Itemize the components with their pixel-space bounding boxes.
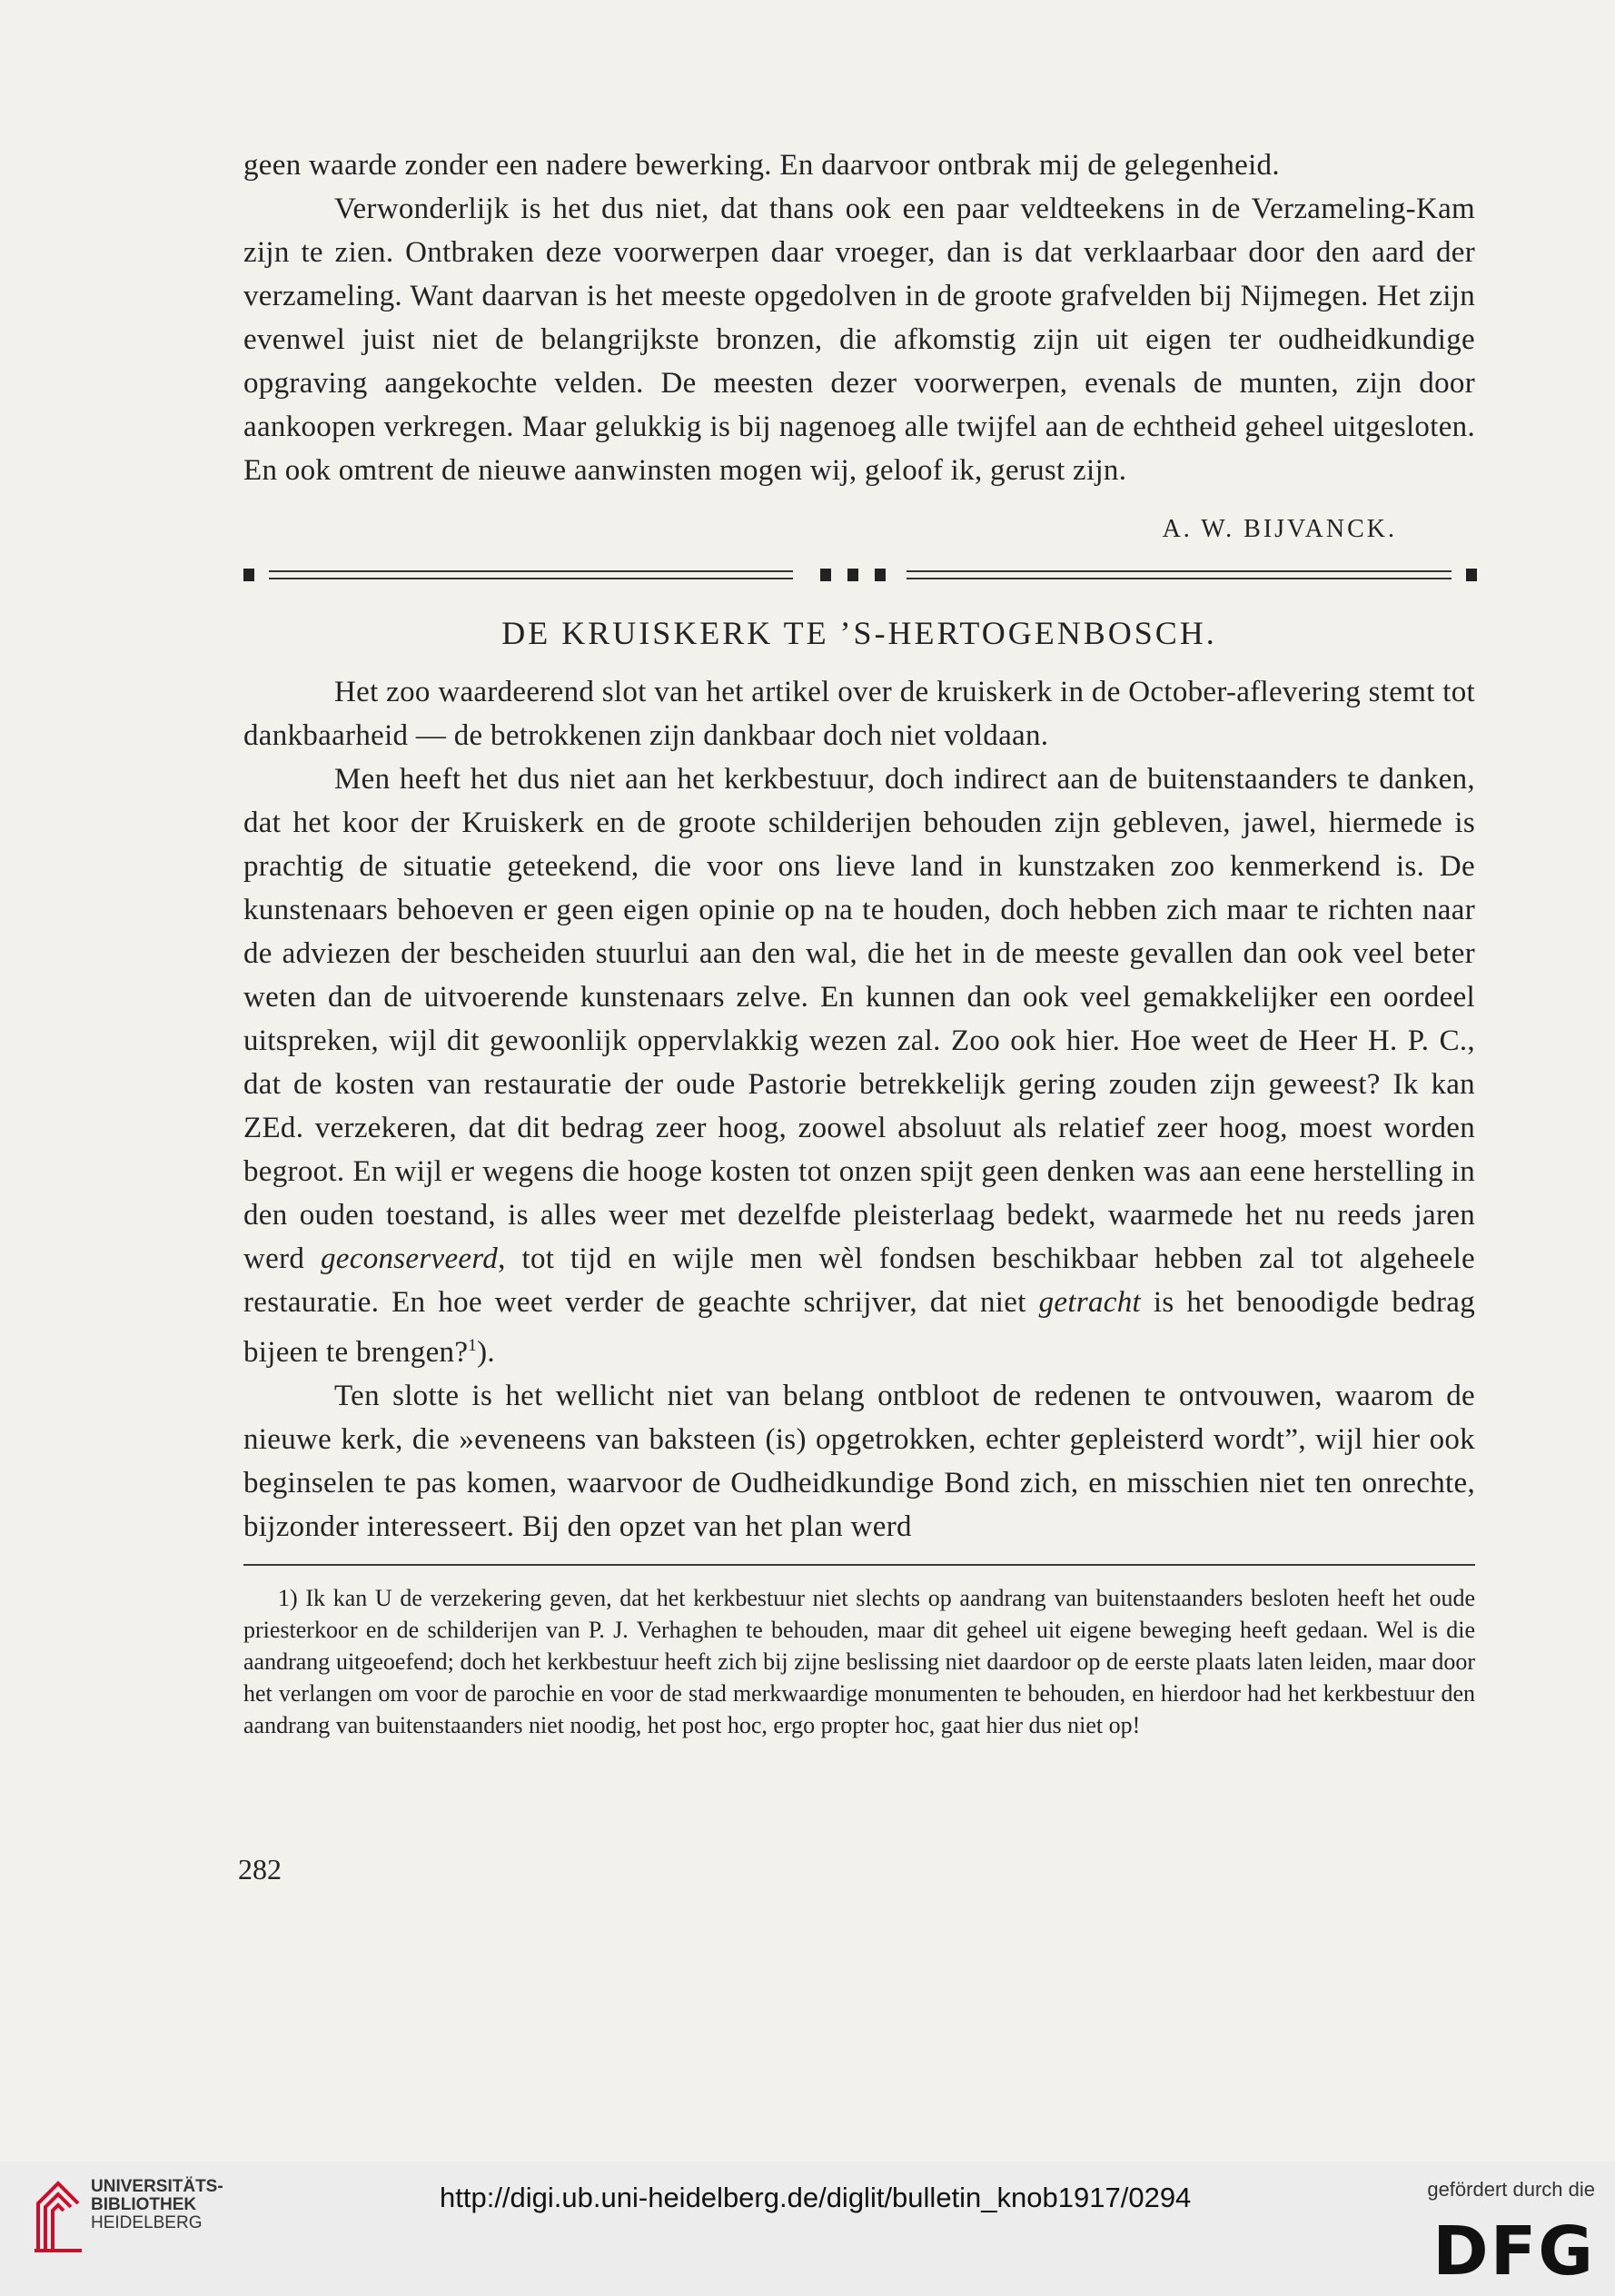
- ornamental-divider: [243, 566, 1477, 584]
- text-run: Men heeft het dus niet aan het kerkbestuur, doch indirect aan de buitenstaanders te danken, dat het koor der Kruiskerk en de groote schilderijen behouden zijn gebleven, jawel, hiermede is prachtig de situatie geteekend, die voor ons lieve land in kunstzaken zoo kenmerkend is. De kunstenaars behoeven er geen eigen opinie op na te houden, doch hebben zich maar te richten naar de adviezen der bescheiden stuurlui aan den wal, die het in de meeste gevallen dan ook veel beter weten dan de uitvoerende kunstenaars zelve. En kunnen dan ook veel gemakkelijker een oordeel uitspreken, wijl dit gewoonlijk oppervlakkig wezen zal. Zoo ook hier. Hoe weet de Heer H. P. C., dat de kosten van restauratie der oude Pastorie betrekkelijk gering zouden zijn geweest? Ik kan ZEd. verzekeren, dat dit bedrag zeer hoog, zoowel absoluut als relatief zeer hoog, moest worden begroot. En wijl er wegens die hooge kosten tot onzen spijt geen denken was aan eene herstelling in den ouden toestand, is alles weer met dezelfde pleisterlaag bedekt, waarmede het nu reeds jaren werd: [243, 763, 1475, 1275]
- author-signature: A. W. BIJVANCK.: [1162, 515, 1397, 543]
- library-name-line: BIBLIOTHEK: [91, 2195, 197, 2214]
- funding-note: gefördert durch die: [1427, 2178, 1595, 2201]
- library-name: [91, 2178, 223, 2232]
- footnote-text: 1) Ik kan U de verzekering geven, dat het kerkbestuur niet slechts op aandrang van buitenstaanders besloten heeft het oude priesterkoor en de schilderijen van P. J. Verhaghen te behouden, maar dit geheel uit eigene beweging heeft gedaan. Wel is die aandrang uitgeoefend; doch het kerkbestuur heeft zich bij zijne beslissing niet daardoor op de eerste plaats laten leiden, maar door het verlangen om voor de parochie en voor de stad merkwaardige monumenten te behouden, en hierdoor had het kerkbestuur den aandrang van buitenstaanders niet noodig, het post hoc, ergo propter hoc, gaat hier dus niet op!: [243, 1585, 1475, 1738]
- text-run: is het benoodigde bedrag bijeen te brengen?: [243, 1286, 1475, 1369]
- paragraph: Ten slotte is het wellicht niet van belang ontbloot de redenen te ontvouwen, waarom de nieuwe kerk, die »eveneens van baksteen (is) opgetrokken, echter gepleisterd wordt”, wijl hier ook beginselen te pas komen, waarvoor de Oudheidkundige Bond zich, en misschien niet ten onrechte, bijzonder interesseert. Bij den opzet van het plan werd: [243, 1380, 1475, 1543]
- digitization-footer: [0, 2162, 1615, 2296]
- footnote-separator: [243, 1564, 1475, 1566]
- footnote-marker: 1: [468, 1336, 478, 1355]
- text-run: , tot tijd en wijle men wèl fondsen beschikbaar hebben zal tot algeheele restauratie. En hoe weet verder de geachte schrijver, dat niet: [243, 1242, 1475, 1319]
- italic-text: geconserveerd: [321, 1242, 499, 1275]
- permalink-url[interactable]: http://digi.ub.uni-heidelberg.de/diglit/bulletin_knob1917/0294: [440, 2182, 1192, 2213]
- italic-text: getracht: [1038, 1286, 1141, 1319]
- page-number: 282: [238, 1853, 282, 1885]
- paragraph: Het zoo waardeerend slot van het artikel over de kruiskerk in de October-aflevering stemt tot dankbaarheid — de betrokkenen zijn dankbaar doch niet voldaan.: [243, 676, 1475, 752]
- paragraph: geen waarde zonder een nadere bewerking. En daarvoor ontbrak mij de gelegenheid.: [243, 149, 1280, 182]
- previous-article-end: [243, 144, 1475, 492]
- paragraph: Verwonderlijk is het dus niet, dat thans ook een paar veldteekens in de Verzameling-Kam zijn te zien. Ontbraken deze voorwerpen daar vroeger, dan is dat verklaarbaar door den aard der verzameling. Want daarvan is het meeste opgedolven in de groote grafvelden bij Nijmegen. Het zijn evenwel juist niet de belangrijkste bronzen, die afkomstig zijn uit eigen ter oudheidkundige opgraving aangekochte velden. De meesten dezer voorwerpen, evenals de munten, zijn door aankoopen verkregen. Maar gelukkig is bij nagenoeg alle twijfel aan de echtheid geheel uitgesloten. En ook omtrent de nieuwe aanwinsten mogen wij, geloof ik, gerust zijn.: [243, 193, 1475, 487]
- library-name-line: HEIDELBERG: [91, 2213, 203, 2232]
- library-name-line: UNIVERSITÄTS-: [91, 2177, 223, 2196]
- paragraph: [243, 757, 1475, 1374]
- library-logo-icon[interactable]: [33, 2178, 84, 2254]
- article-body: [243, 670, 1475, 1549]
- footnote: [243, 1582, 1475, 1741]
- dfg-logo[interactable]: DFG: [1432, 2212, 1595, 2291]
- article-heading: DE KRUISKERK TE ’S-HERTOGENBOSCH.: [501, 615, 1217, 651]
- text-run: ).: [477, 1336, 495, 1369]
